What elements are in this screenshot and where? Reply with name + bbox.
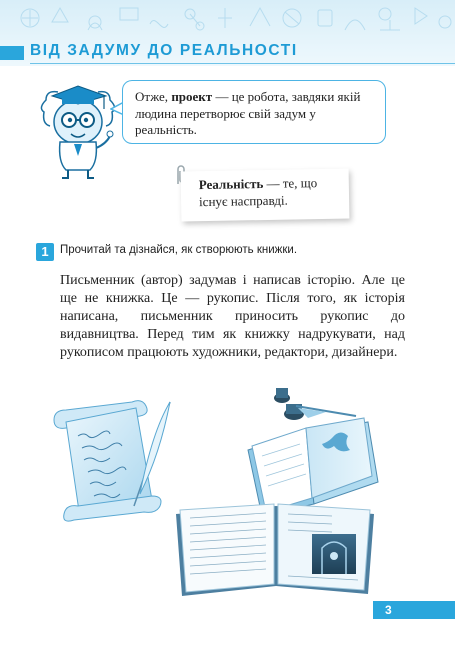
title-underline xyxy=(30,63,455,64)
scientist-mascot-icon xyxy=(38,82,124,182)
scroll-with-quill-icon xyxy=(44,396,174,530)
speech-term: проект xyxy=(171,89,213,104)
open-book-illustrated-icon xyxy=(172,500,378,600)
speech-pre: Отже, xyxy=(135,89,169,104)
title-accent-bar xyxy=(0,46,24,60)
note-definition: — те, що існує насправді. xyxy=(198,175,318,210)
section-title: ВІД ЗАДУМУ ДО РЕАЛЬНОСТІ xyxy=(30,42,298,59)
definition-note xyxy=(181,169,350,222)
speech-bubble xyxy=(122,80,386,144)
section-header xyxy=(0,40,455,68)
main-paragraph: Письменник (автор) задумав і написав історію. Але це ще не книжка. Це — рукопис. Після того, як історія написана, письменник приносить рукопис до видавництва. Перед тим як книжку надрукувати, над рукописом працюють художники, редактори, дизайнери. xyxy=(60,273,405,360)
page-number: 3 xyxy=(385,603,392,617)
speech-definition: — це робота, завдяки якій людина перетворює свій задум у реальність. xyxy=(135,89,361,137)
task-number-badge: 1 xyxy=(36,243,54,261)
task-instruction: Прочитай та дізнайся, як створюють книжки. xyxy=(60,244,298,256)
note-term: Реальність xyxy=(198,176,264,193)
